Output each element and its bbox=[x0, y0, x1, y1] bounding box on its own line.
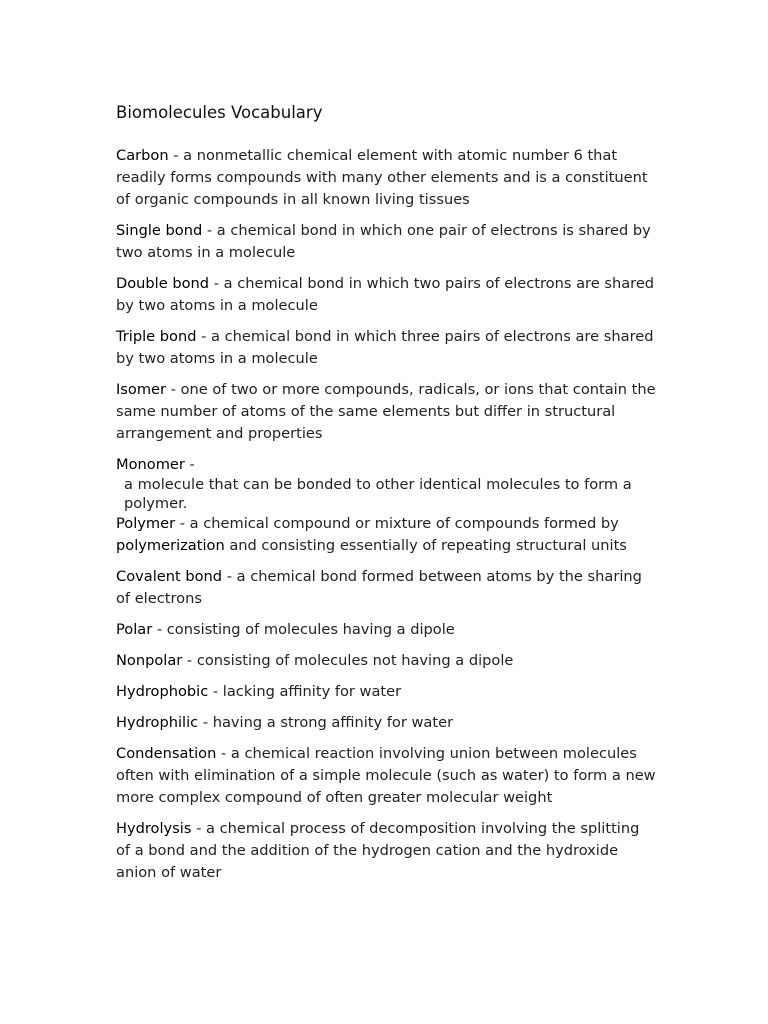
vocab-term: Carbon bbox=[116, 147, 169, 164]
vocab-entry-polymer bbox=[116, 513, 656, 557]
vocab-entry-hydrophobic bbox=[116, 681, 656, 703]
vocab-definition: - a chemical bond formed between atoms by the sharing of electrons bbox=[116, 568, 642, 607]
vocab-term: Monomer bbox=[116, 456, 185, 473]
vocab-term: Nonpolar bbox=[116, 652, 183, 669]
vocab-entry-monomer bbox=[116, 454, 656, 476]
document-title: Biomolecules Vocabulary bbox=[116, 103, 323, 122]
vocab-definition: - a chemical bond in which three pairs of electrons are shared by two atoms in a molecule bbox=[116, 328, 654, 367]
vocab-definition: - consisting of molecules having a dipole bbox=[152, 621, 455, 638]
vocab-entry-covalent-bond bbox=[116, 566, 656, 610]
vocab-entry-nonpolar bbox=[116, 650, 656, 672]
vocab-definition: - lacking affinity for water bbox=[208, 683, 402, 700]
vocab-entry-condensation bbox=[116, 743, 656, 809]
polymerization-link[interactable]: polymerization bbox=[116, 537, 225, 554]
vocab-definition: - a chemical bond in which one pair of electrons is shared by two atoms in a molecule bbox=[116, 222, 651, 261]
vocab-entry-hydrolysis bbox=[116, 818, 656, 884]
vocab-entry-hydrophilic bbox=[116, 712, 656, 734]
vocab-separator: - bbox=[184, 456, 195, 473]
vocab-definition: - a nonmetallic chemical element with atomic number 6 that readily forms compounds with many other elements and is a constituent of organic compounds in all known living tissues bbox=[116, 147, 648, 208]
vocab-term: Hydrolysis bbox=[116, 820, 192, 837]
vocab-term: Isomer bbox=[116, 381, 167, 398]
vocab-term: Single bond bbox=[116, 222, 203, 239]
vocab-definition: - a chemical compound or mixture of compounds formed by bbox=[175, 515, 619, 532]
vocab-definition: and consisting essentially of repeating structural units bbox=[224, 537, 627, 554]
vocab-definition: - consisting of molecules not having a dipole bbox=[182, 652, 514, 669]
vocab-entry-polar bbox=[116, 619, 656, 641]
vocab-definition-monomer: a molecule that can be bonded to other identical molecules to form a polymer. bbox=[124, 476, 632, 512]
vocab-definition: - a chemical reaction involving union between molecules often with elimination of a simple molecule (such as water) to form a new more complex compound of often greater molecular weight bbox=[116, 745, 656, 806]
document-page bbox=[116, 101, 656, 893]
vocab-term: Hydrophobic bbox=[116, 683, 209, 700]
vocab-term: Polar bbox=[116, 621, 153, 638]
vocab-definition: - a chemical process of decomposition involving the splitting of a bond and the addition of the hydrogen cation and the hydroxide anion of water bbox=[116, 820, 640, 881]
vocab-term: Triple bond bbox=[116, 328, 197, 345]
vocab-entry-isomer bbox=[116, 379, 656, 445]
vocab-term: Double bond bbox=[116, 275, 210, 292]
vocab-entry-carbon bbox=[116, 145, 656, 211]
vocab-entry-triple-bond bbox=[116, 326, 656, 370]
vocab-entry-single-bond bbox=[116, 220, 656, 264]
vocab-term: Hydrophilic bbox=[116, 714, 199, 731]
vocab-entry-double-bond bbox=[116, 273, 656, 317]
vocab-definition: - one of two or more compounds, radicals, or ions that contain the same number of atoms of the same elements but differ in structural arrangement and properties bbox=[116, 381, 656, 442]
vocab-term: Condensation bbox=[116, 745, 217, 762]
vocab-term: Covalent bond bbox=[116, 568, 223, 585]
vocab-term: Polymer bbox=[116, 515, 176, 532]
vocab-definition: - having a strong affinity for water bbox=[198, 714, 454, 731]
vocab-definition: - a chemical bond in which two pairs of electrons are shared by two atoms in a molecule bbox=[116, 275, 655, 314]
